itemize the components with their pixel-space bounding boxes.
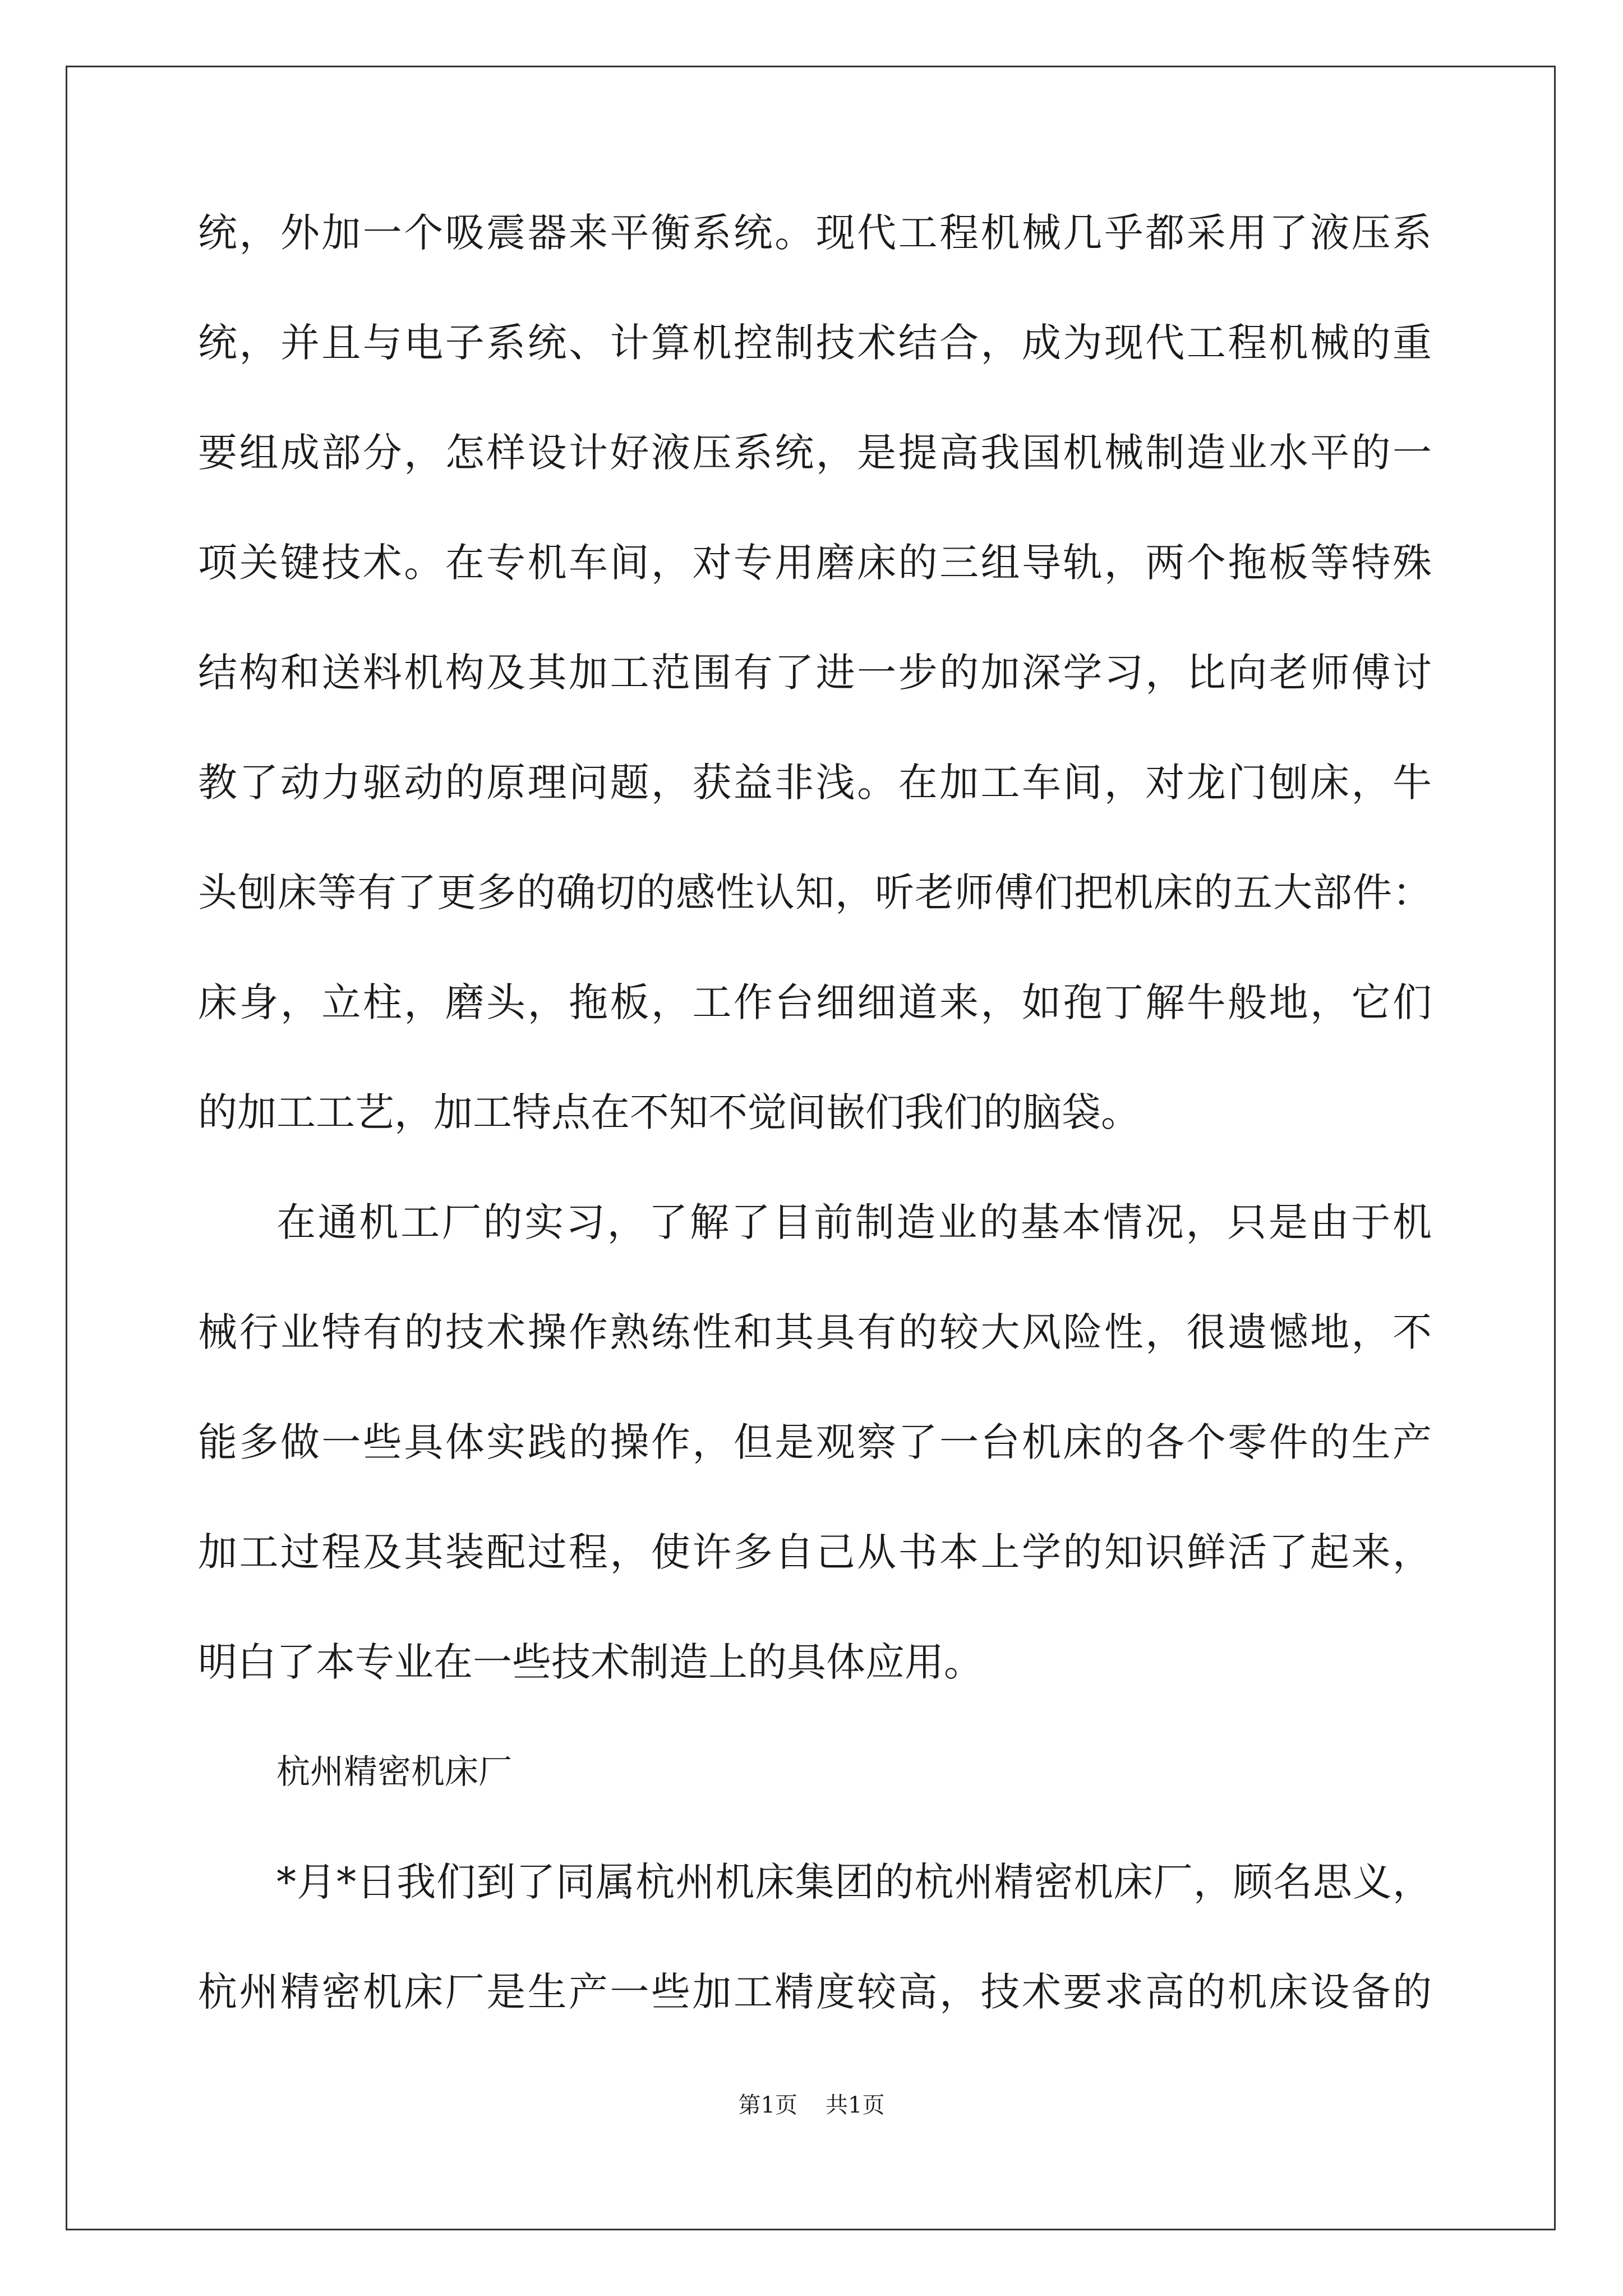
paragraph-line: 结构和送料机构及其加工范围有了进一步的加深学习，比向老师傅讨 [198, 650, 1432, 696]
paragraph-line: 明白了本专业在一些技术制造上的具体应用。 [198, 1639, 983, 1685]
paragraph-line: 的加工工艺，加工特点在不知不觉间嵌们我们的脑袋。 [198, 1089, 1140, 1135]
paragraph-line: 统，并且与电子系统、计算机控制技术结合，成为现代工程机械的重 [198, 320, 1432, 366]
paragraph-line: *月*日我们到了同属杭州机床集团的杭州精密机床厂，顾名思义， [276, 1859, 1432, 1905]
paragraph-line: 加工过程及其装配过程，使许多自己从书本上学的知识鲜活了起来， [198, 1529, 1432, 1575]
document-body [198, 210, 1432, 2082]
paragraph-line: 械行业特有的技术操作熟练性和其具有的较大风险性，很遗憾地，不 [198, 1309, 1432, 1355]
paragraph-line: 床身，立柱，磨头，拖板，工作台细细道来，如孢丁解牛般地，它们 [198, 979, 1432, 1025]
paragraph-line: 杭州精密机床厂是生产一些加工精度较高，技术要求高的机床设备的 [198, 1969, 1432, 2015]
paragraph-line: 项关键技术。在专机车间，对专用磨床的三组导轨，两个拖板等特殊 [198, 540, 1432, 586]
paragraph-line: 头刨床等有了更多的确切的感性认知，听老师傅们把机床的五大部件： [198, 869, 1432, 915]
paragraph-line: 能多做一些具体实践的操作，但是观察了一台机床的各个零件的生产 [198, 1419, 1432, 1465]
section-heading: 杭州精密机床厂 [276, 1752, 512, 1792]
paragraph-line: 要组成部分，怎样设计好液压系统，是提高我国机械制造业水平的一 [198, 430, 1432, 476]
page-footer [0, 2094, 1623, 2116]
page-total: 共1页 [826, 2092, 885, 2118]
page-number: 第1页 [738, 2092, 797, 2118]
paragraph-line: 统，外加一个吸震器来平衡系统。现代工程机械几乎都采用了液压系 [198, 210, 1432, 256]
paragraph-line: 教了动力驱动的原理问题，获益非浅。在加工车间，对龙门刨床，牛 [198, 760, 1432, 806]
paragraph-line: 在通机工厂的实习，了解了目前制造业的基本情况，只是由于机 [276, 1199, 1432, 1245]
